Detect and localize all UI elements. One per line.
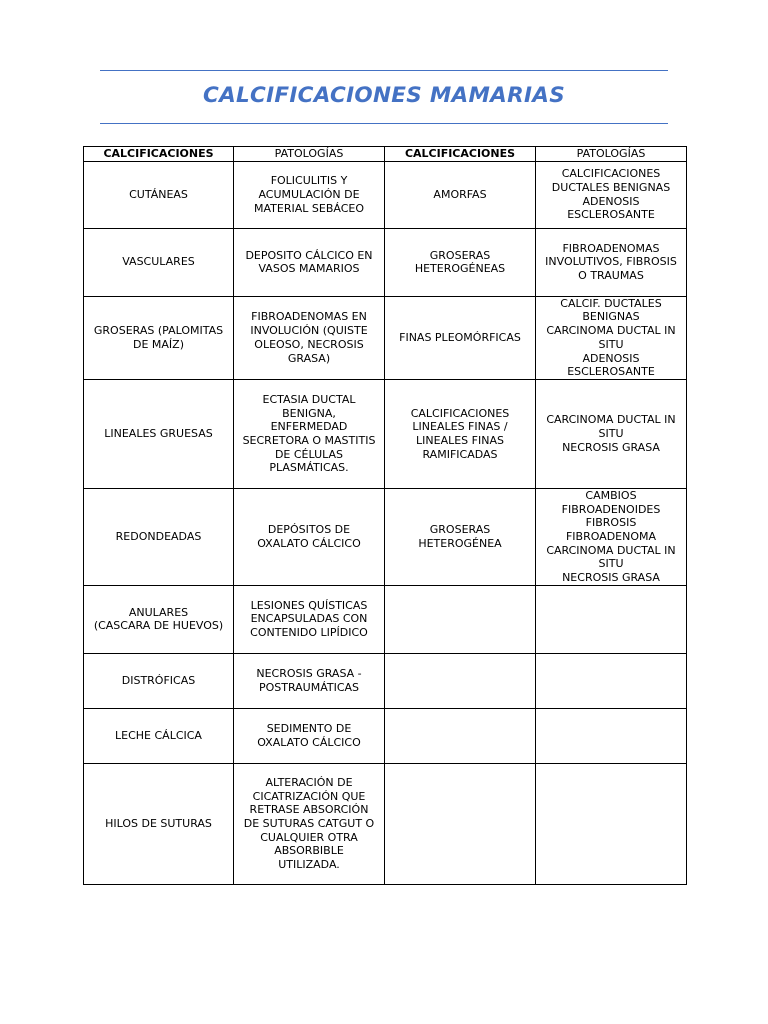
cell-text-line: DE SUTURAS CATGUT O xyxy=(243,816,375,830)
cell-text-line: SEDIMENTO DE xyxy=(266,722,352,736)
cell-text-line: UTILIZADA. xyxy=(278,858,340,872)
cell-text-line: MATERIAL SEBÁCEO xyxy=(254,201,364,215)
page-title: CALCIFICACIONES MAMARIAS xyxy=(203,83,565,108)
title-bottom-rule xyxy=(100,123,668,124)
table-row xyxy=(84,585,687,653)
cell-text-line: DUCTALES BENIGNAS xyxy=(551,181,671,194)
table-row xyxy=(84,488,687,585)
cell-text-line: GRASA) xyxy=(287,351,331,365)
cell-text-line: BENIGNAS xyxy=(582,310,640,324)
cell-text-line: NECROSIS GRASA xyxy=(562,440,660,454)
cell-patologia-2 xyxy=(536,488,687,585)
header-patologias-2: PATOLOGÍAS xyxy=(536,147,687,162)
cell-calcificacion-2 xyxy=(385,488,536,585)
cell-patologia-2 xyxy=(536,653,687,708)
cell-text-line: VASCULARES xyxy=(122,255,195,269)
cell-patologia xyxy=(234,228,385,296)
cell-text-line: ANULARES xyxy=(128,605,189,619)
cell-text-line: NECROSIS GRASA xyxy=(562,571,660,585)
cell-text-line: DEPÓSITOS DE xyxy=(267,523,351,537)
cell-patologia-2 xyxy=(536,296,687,379)
cell-text-line: ENCAPSULADAS CON xyxy=(250,612,368,626)
cell-calcificacion xyxy=(84,708,234,763)
cell-text-line: CALCIF. DUCTALES xyxy=(560,296,662,310)
cell-text-line: ACUMULACIÓN DE xyxy=(258,187,360,201)
cell-text-line: ECTASIA DUCTAL xyxy=(262,392,356,406)
cell-text-line: O TRAUMAS xyxy=(578,269,644,283)
cell-patologia xyxy=(234,653,385,708)
cell-text-line: FIBROADENOMA xyxy=(565,530,657,544)
cell-text-line: CALCIFICACIONES xyxy=(561,167,661,181)
cell-text-line: ENFERMEDAD xyxy=(270,420,348,434)
cell-calcificacion-2 xyxy=(385,585,536,653)
header-calcificaciones-1: CALCIFICACIONES xyxy=(84,147,234,162)
cell-calcificacion xyxy=(84,653,234,708)
cell-text-line: CARCINOMA DUCTAL IN xyxy=(546,324,676,338)
cell-text-line: VASOS MAMARIOS xyxy=(258,262,360,276)
cell-text-line: GROSERAS xyxy=(429,248,491,262)
cell-calcificacion xyxy=(84,585,234,653)
cell-text-line: FIBROADENOMAS EN xyxy=(251,310,367,324)
cell-calcificacion xyxy=(84,296,234,379)
cell-text-line: AMORFAS xyxy=(433,187,487,201)
table-header-row xyxy=(84,147,687,162)
cell-text-line: GROSERAS (PALOMITAS xyxy=(93,324,224,338)
cell-calcificacion-2 xyxy=(385,708,536,763)
cell-text-line: SITU xyxy=(598,557,624,571)
cell-text-line: CUALQUIER OTRA xyxy=(260,830,358,844)
cell-text-line: CALCIFICACIONES xyxy=(410,406,510,420)
cell-text-line: BENIGNA, xyxy=(282,406,336,420)
cell-text-line: CONTENIDO LIPÍDICO xyxy=(250,626,368,640)
cell-calcificacion-2 xyxy=(385,763,536,884)
cell-text-line: HETEROGÉNEA xyxy=(418,536,502,550)
cell-patologia-2 xyxy=(536,161,687,228)
cell-calcificacion xyxy=(84,379,234,488)
cell-patologia-2 xyxy=(536,379,687,488)
cell-text-line: HETEROGÉNEAS xyxy=(414,262,506,276)
cell-text-line: FINAS PLEOMÓRFICAS xyxy=(399,330,521,344)
cell-text-line: FIBROSIS xyxy=(585,516,637,530)
cell-text-line: CICATRIZACIÓN QUE xyxy=(252,789,366,803)
cell-text-line: INVOLUCIÓN (QUISTE xyxy=(250,324,368,338)
cell-text-line: CARCINOMA DUCTAL IN xyxy=(546,413,676,427)
cell-calcificacion-2 xyxy=(385,161,536,228)
cell-text-line: PLASMÁTICAS. xyxy=(269,461,349,475)
table-body xyxy=(84,161,687,884)
cell-text-line: OXALATO CÁLCICO xyxy=(257,735,361,749)
cell-calcificacion-2 xyxy=(385,379,536,488)
cell-text-line: INVOLUTIVOS, FIBROSIS xyxy=(545,255,677,269)
cell-calcificacion xyxy=(84,161,234,228)
cell-text-line: ADENOSIS xyxy=(582,351,640,365)
cell-patologia xyxy=(234,585,385,653)
cell-patologia xyxy=(234,296,385,379)
cell-text-line: POSTRAUMÁTICAS xyxy=(258,680,360,694)
cell-text-line: DE CÉLULAS xyxy=(274,447,344,461)
cell-patologia xyxy=(234,763,385,884)
title-top-rule xyxy=(100,70,668,71)
cell-text-line: DISTRÓFICAS xyxy=(121,673,196,687)
cell-text-line: FIBROADENOMAS xyxy=(562,241,660,255)
cell-text-line: LINEALES GRUESAS xyxy=(104,427,213,441)
calcifications-table xyxy=(83,146,687,885)
cell-text-line: ESCLEROSANTE xyxy=(567,365,655,379)
table-row xyxy=(84,763,687,884)
cell-text-line: ALTERACIÓN DE xyxy=(265,775,353,789)
table-row xyxy=(84,708,687,763)
cell-text-line: LINEALES FINAS / xyxy=(412,420,508,434)
cell-text-line: REDONDEADAS xyxy=(115,530,202,544)
cell-text-line: OLEOSO, NECROSIS xyxy=(254,337,364,351)
cell-text-line: DEPOSITO CÁLCICO EN xyxy=(245,248,373,262)
cell-text-line: (CASCARA DE HUEVOS) xyxy=(93,619,224,633)
cell-text-line: RETRASE ABSORCIÓN xyxy=(249,803,369,817)
cell-text-line: CARCINOMA DUCTAL IN xyxy=(546,543,676,557)
cell-text-line: CUTÁNEAS xyxy=(129,187,188,201)
table-row xyxy=(84,228,687,296)
cell-patologia xyxy=(234,379,385,488)
cell-text-line: OXALATO CÁLCICO xyxy=(257,536,361,550)
cell-calcificacion xyxy=(84,228,234,296)
header-patologias-1: PATOLOGÍAS xyxy=(234,147,385,162)
cell-text-line: LINEALES FINAS xyxy=(416,433,504,447)
table-row xyxy=(84,379,687,488)
cell-text-line: FIBROADENOIDES xyxy=(561,502,661,516)
cell-calcificacion-2 xyxy=(385,228,536,296)
cell-text-line: ADENOSIS xyxy=(582,194,640,208)
cell-patologia xyxy=(234,161,385,228)
cell-text-line: FOLICULITIS Y xyxy=(270,174,348,188)
cell-text-line: HILOS DE SUTURAS xyxy=(105,816,212,830)
cell-patologia-2 xyxy=(536,585,687,653)
cell-text-line: ESCLEROSANTE xyxy=(567,208,655,222)
cell-text-line: SITU xyxy=(598,337,624,351)
table-row xyxy=(84,296,687,379)
cell-text-line: ABSORBIBLE xyxy=(274,844,344,858)
cell-text-line: SECRETORA O MASTITIS xyxy=(242,433,376,447)
cell-text-line: LESIONES QUÍSTICAS xyxy=(250,598,368,612)
cell-text-line: GROSERAS xyxy=(429,523,491,537)
cell-patologia xyxy=(234,708,385,763)
cell-text-line: SITU xyxy=(598,427,624,441)
cell-calcificacion xyxy=(84,763,234,884)
cell-calcificacion-2 xyxy=(385,296,536,379)
cell-text-line: NECROSIS GRASA - xyxy=(256,667,362,681)
cell-calcificacion xyxy=(84,488,234,585)
header-calcificaciones-2: CALCIFICACIONES xyxy=(385,147,536,162)
cell-text-line: RAMIFICADAS xyxy=(422,447,498,461)
cell-patologia-2 xyxy=(536,708,687,763)
table-row xyxy=(84,653,687,708)
cell-patologia xyxy=(234,488,385,585)
cell-patologia-2 xyxy=(536,763,687,884)
table-row xyxy=(84,161,687,228)
cell-patologia-2 xyxy=(536,228,687,296)
cell-text-line: LECHE CÁLCICA xyxy=(115,728,202,742)
cell-text-line: DE MAÍZ) xyxy=(132,337,184,351)
cell-text-line: CAMBIOS xyxy=(585,488,637,502)
cell-calcificacion-2 xyxy=(385,653,536,708)
